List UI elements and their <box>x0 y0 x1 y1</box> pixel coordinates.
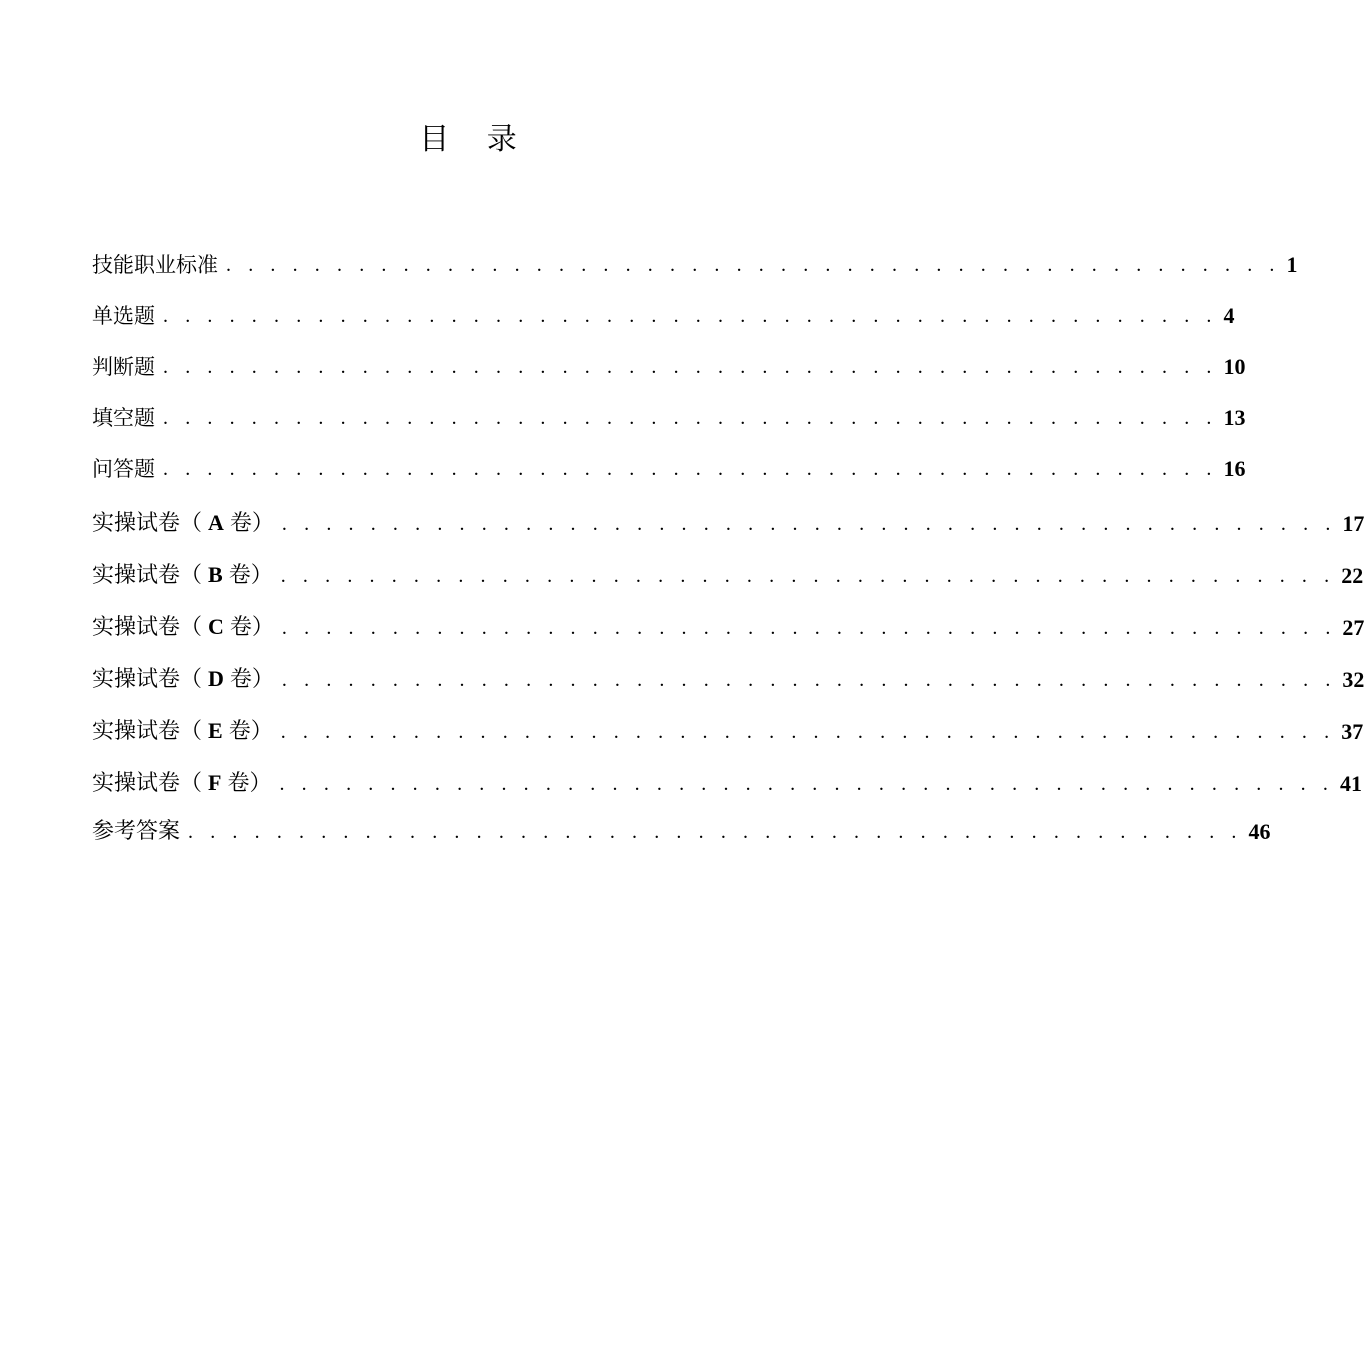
toc-entry-answers[interactable] <box>92 817 1271 847</box>
page-title: 目 录 <box>419 122 531 157</box>
toc-entry-exam-e[interactable] <box>92 717 1364 747</box>
label-prefix: 实操试卷（ <box>92 771 203 796</box>
paper-code: B <box>208 562 223 587</box>
dot-leader: . . . . . . . . . . . . . . . . . . . . . . . . . . . . . . . . . . . . . . . . . . . . . . . . <box>163 305 1218 327</box>
toc-entry-label <box>92 508 282 539</box>
toc-entry-exam-f[interactable] <box>92 769 1362 799</box>
paper-code: D <box>208 666 224 691</box>
dot-leader: . . . . . . . . . . . . . . . . . . . . . . . . . . . . . . . . . . . . . . . . . . . . . . . . <box>163 356 1218 378</box>
dot-leader: . . . . . . . . . . . . . . . . . . . . . . . . . . . . . . . . . . . . . . . . . . . . . . . . <box>281 513 1337 535</box>
paper-code: A <box>208 510 224 535</box>
dot-leader: . . . . . . . . . . . . . . . . . . . . . . . . . . . . . . . . . . . . . . . . . . . . . . . . <box>281 669 1337 691</box>
toc-entry-page-number: 27 <box>1342 615 1364 640</box>
toc-entry-page-number: 17 <box>1342 511 1364 536</box>
toc-entry-page-number: 37 <box>1341 719 1364 744</box>
label-suffix: 卷） <box>228 719 273 744</box>
label-suffix: 卷） <box>228 563 273 588</box>
toc-entry-exam-b[interactable] <box>92 561 1364 591</box>
label-suffix: 卷） <box>229 511 274 536</box>
toc-entry-label <box>92 716 281 747</box>
toc-entry-label <box>92 768 279 799</box>
toc-entry-page-number: 1 <box>1286 252 1298 277</box>
toc-entry-single-choice[interactable] <box>92 301 1235 331</box>
toc-entry-page-number: 41 <box>1339 771 1362 796</box>
table-of-contents <box>92 0 1364 1345</box>
label-prefix: 实操试卷（ <box>92 511 203 536</box>
toc-entry-label: 单选题 <box>92 304 155 328</box>
dot-leader: . . . . . . . . . . . . . . . . . . . . . . . . . . . . . . . . . . . . . . . . . . . . . . . . <box>280 721 1336 743</box>
dot-leader: . . . . . . . . . . . . . . . . . . . . . . . . . . . . . . . . . . . . . . . . . . . . . . . . <box>163 407 1218 429</box>
toc-entry-page-number: 22 <box>1341 563 1364 588</box>
label-suffix: 卷） <box>227 771 272 796</box>
label-prefix: 实操试卷（ <box>92 615 203 640</box>
dot-leader: . . . . . . . . . . . . . . . . . . . . . . . . . . . . . . . . . . . . . . . . . . . . . . . . <box>188 821 1243 843</box>
toc-entry-page-number: 32 <box>1342 667 1364 692</box>
toc-entry-page-number: 10 <box>1223 354 1246 379</box>
toc-entry-label: 参考答案 <box>92 819 181 844</box>
dot-leader: . . . . . . . . . . . . . . . . . . . . . . . . . . . . . . . . . . . . . . . . . . . . . . . . <box>279 773 1334 795</box>
label-suffix: 卷） <box>229 667 274 692</box>
toc-entry-label <box>92 664 282 695</box>
paper-code: C <box>208 614 224 639</box>
toc-entry-qa[interactable] <box>92 454 1246 484</box>
dot-leader: . . . . . . . . . . . . . . . . . . . . . . . . . . . . . . . . . . . . . . . . . . . . . . . . <box>280 565 1336 587</box>
label-prefix: 实操试卷（ <box>92 719 203 744</box>
toc-entry-page-number: 16 <box>1223 456 1246 481</box>
toc-entry-label: 问答题 <box>92 457 155 481</box>
toc-entry-label <box>92 560 281 591</box>
dot-leader: . . . . . . . . . . . . . . . . . . . . . . . . . . . . . . . . . . . . . . . . . . . . . . . . <box>281 617 1337 639</box>
toc-entry-label <box>92 612 282 643</box>
paper-code: E <box>208 718 223 743</box>
toc-entry-page-number: 4 <box>1223 303 1235 328</box>
toc-entry-exam-c[interactable] <box>92 613 1364 643</box>
label-suffix: 卷） <box>229 615 274 640</box>
dot-leader: . . . . . . . . . . . . . . . . . . . . . . . . . . . . . . . . . . . . . . . . . . . . . . . . <box>163 458 1218 480</box>
toc-entry-label: 技能职业标准 <box>92 253 218 277</box>
toc-entry-exam-d[interactable] <box>92 665 1364 695</box>
toc-entry-skill-standard[interactable] <box>92 250 1298 280</box>
toc-entry-label: 填空题 <box>92 406 155 430</box>
label-prefix: 实操试卷（ <box>92 563 203 588</box>
toc-entry-label: 判断题 <box>92 355 155 379</box>
toc-entry-true-false[interactable] <box>92 352 1246 382</box>
toc-entry-page-number: 13 <box>1223 405 1246 430</box>
label-prefix: 实操试卷（ <box>92 667 203 692</box>
toc-entry-fill-in-blank[interactable] <box>92 403 1246 433</box>
toc-entry-exam-a[interactable] <box>92 509 1364 539</box>
paper-code: F <box>208 770 222 795</box>
toc-entry-page-number: 46 <box>1248 819 1271 844</box>
dot-leader: . . . . . . . . . . . . . . . . . . . . . . . . . . . . . . . . . . . . . . . . . . . . . . . . <box>226 254 1281 276</box>
